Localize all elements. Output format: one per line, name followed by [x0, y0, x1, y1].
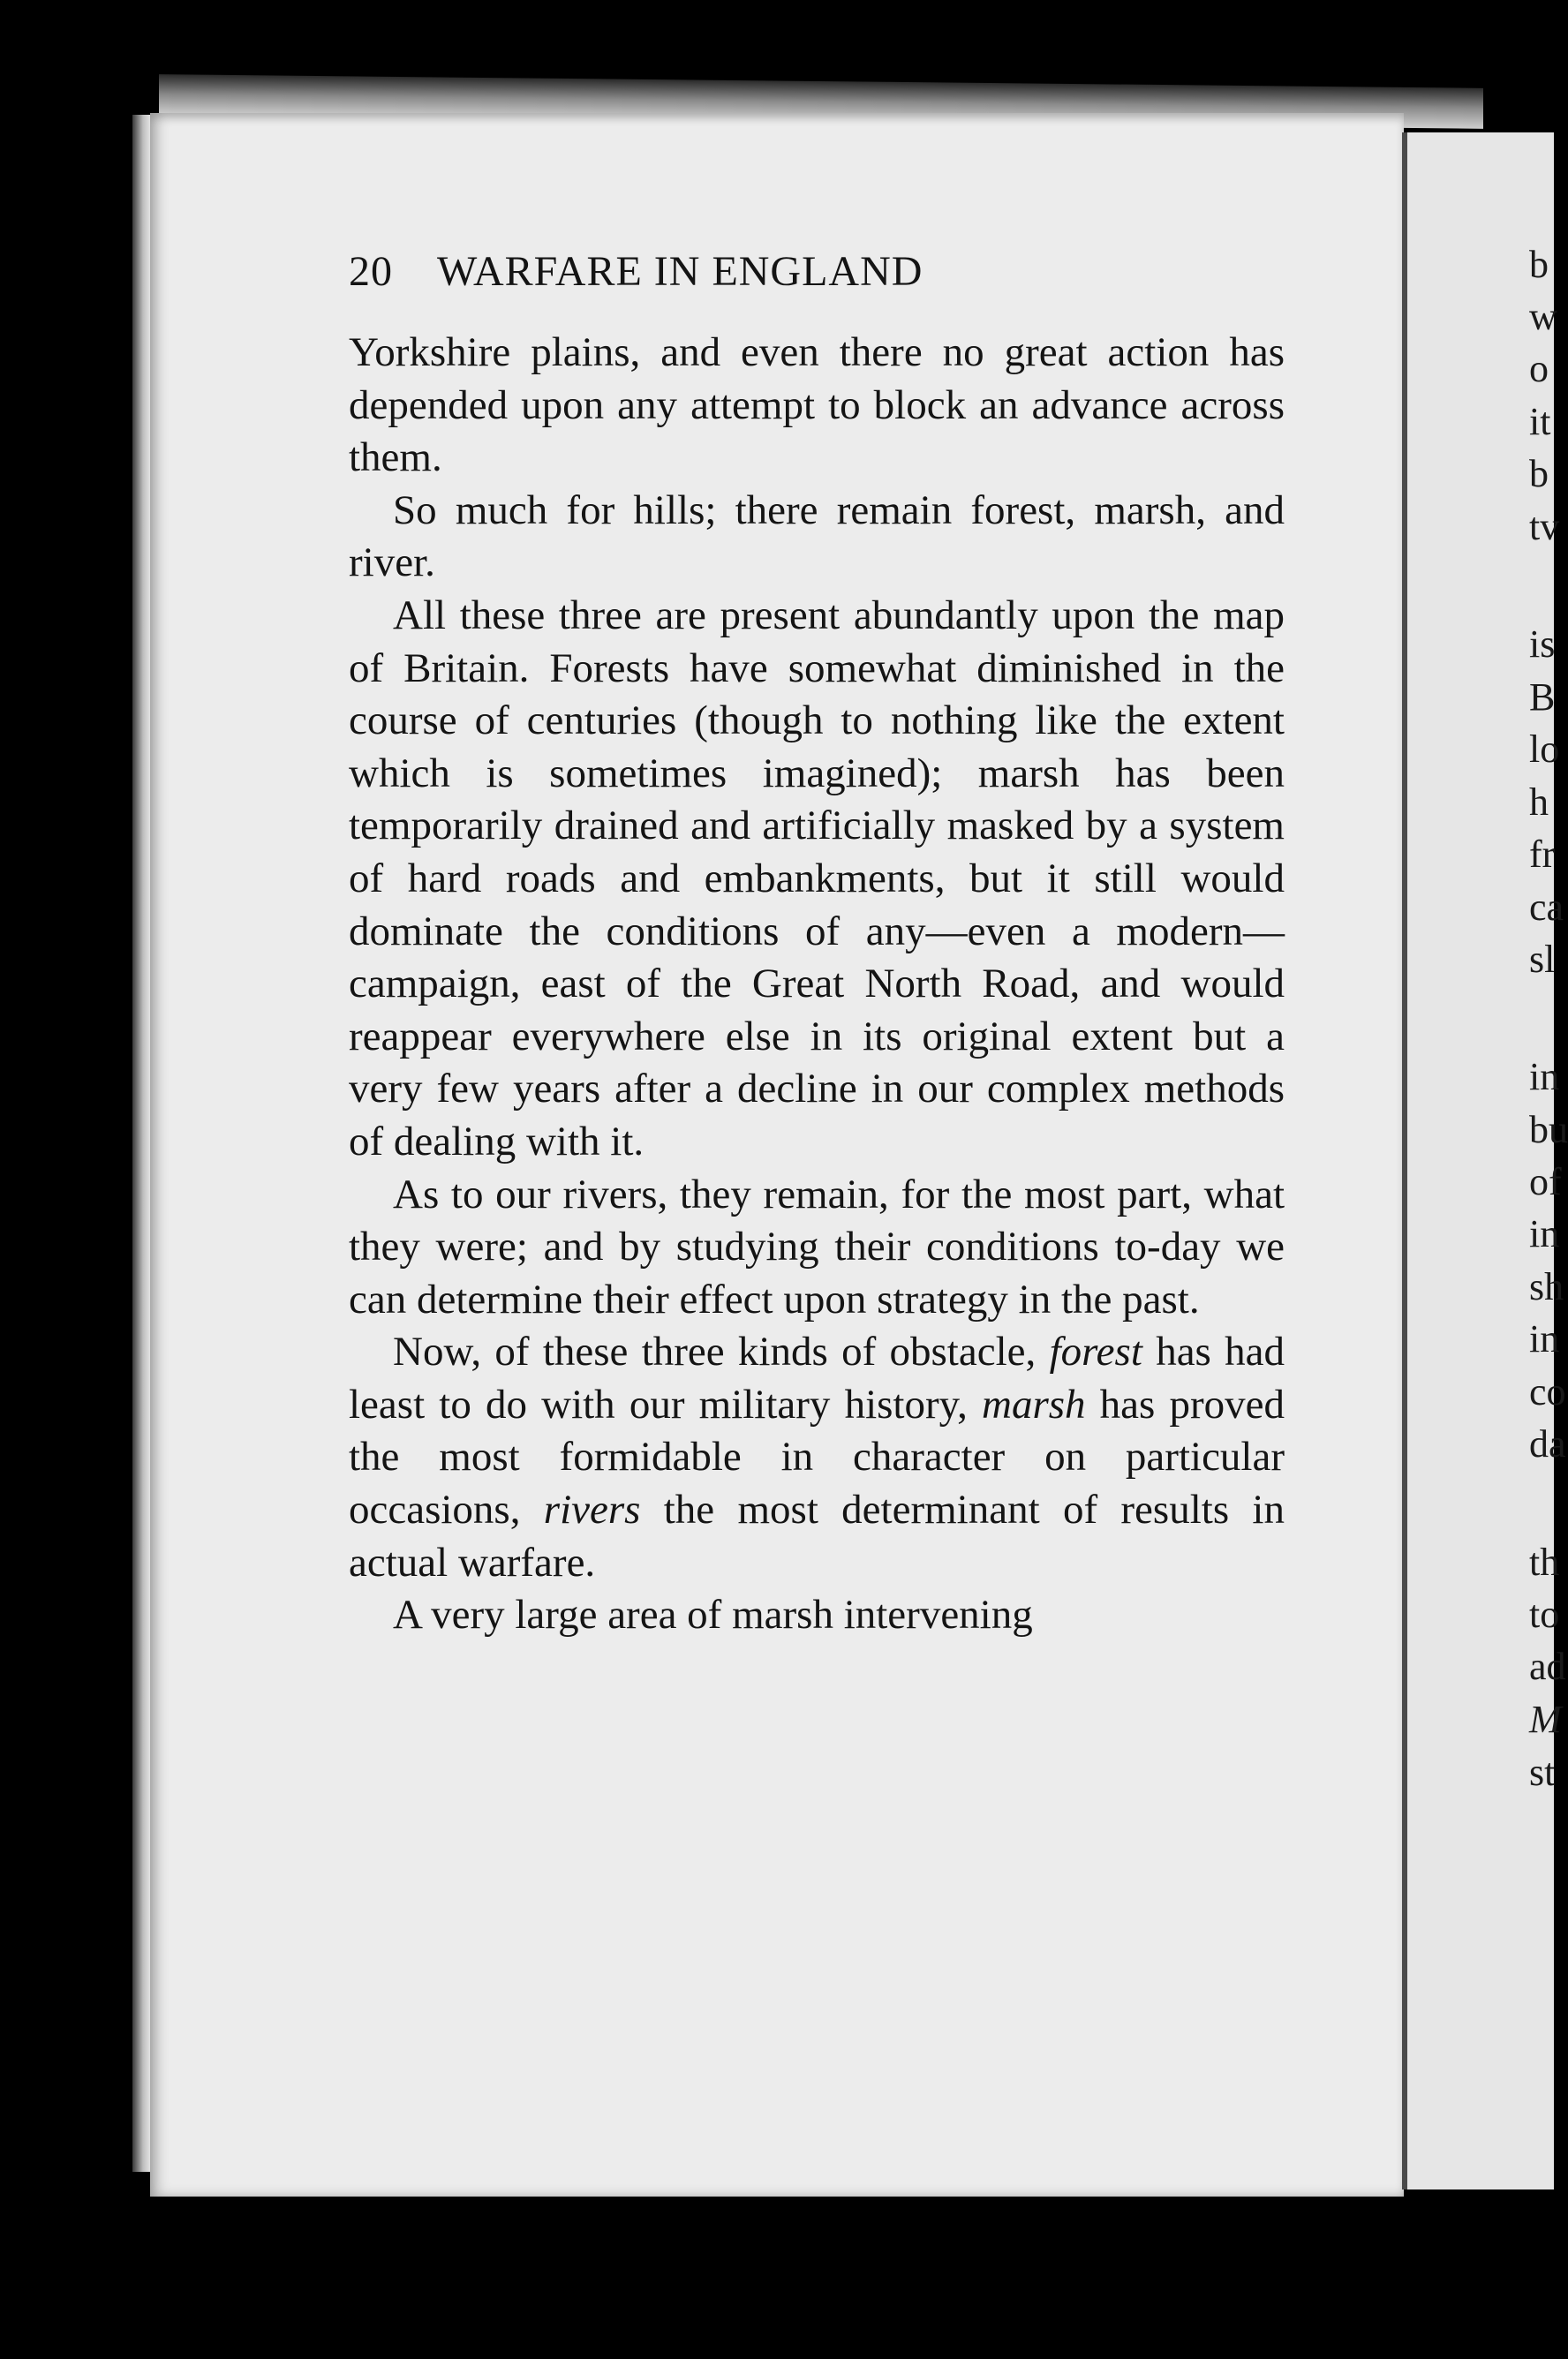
paragraph-with-emphasis — [349, 1326, 1285, 1589]
facing-page-text-fragment: o — [1529, 347, 1549, 390]
running-title: WARFARE IN ENGLAND — [437, 248, 923, 295]
paragraph: Yorkshire plains, and even there no great action has depended upon any attempt to block an advance across them. — [349, 329, 1285, 481]
facing-page-text-fragment: h — [1529, 780, 1549, 824]
facing-page-text-fragment: sh — [1529, 1265, 1564, 1308]
paragraph: As to our rivers, they remain, for the most part, what they were; and by studying their conditions to-day we can determine their effect upon strategy in the past. — [349, 1171, 1285, 1323]
page-header — [349, 247, 923, 296]
emphasis-marsh: marsh — [982, 1381, 1086, 1428]
facing-page-text-fragment: ca — [1529, 886, 1564, 929]
paragraph: All these three are present abundantly upon the map of Britain. Forests have somewhat diminished in the course of centuries (though to nothing like the extent which is sometimes imagined); marsh has been temporarily drained and artificially masked by a system of hard roads and embankments, but it still would dominate the conditions of any—even a modern—campaign, east of the Great North Road, and would reappear everywhere else in its original extent but a very few years after a decline in our complex methods of dealing with it. — [349, 592, 1285, 1164]
facing-page-text-fragment: to — [1529, 1593, 1560, 1636]
facing-page-text-fragment: of — [1529, 1160, 1562, 1203]
facing-page-text-fragment: th — [1529, 1541, 1560, 1584]
facing-page-text-fragment: in — [1529, 1055, 1560, 1098]
emphasis-rivers: rivers — [543, 1487, 641, 1534]
facing-page-text-fragment: in — [1529, 1212, 1560, 1255]
facing-page-text-fragment: it — [1529, 400, 1551, 443]
text-run: Now, of these three kinds of obstacle, — [393, 1329, 1050, 1375]
paragraph: A very large area of marsh intervening — [393, 1592, 1033, 1639]
facing-page-text-fragment: in — [1529, 1317, 1560, 1360]
page-number: 20 — [349, 248, 393, 295]
facing-page-text-fragment: tv — [1529, 505, 1560, 548]
facing-page-text-fragment: lo — [1529, 727, 1560, 771]
facing-page-text-fragment: bu — [1529, 1108, 1568, 1151]
facing-page-text-fragment: da — [1529, 1422, 1566, 1466]
text-run: the most determinant of results in actual warfare. — [349, 1487, 1285, 1586]
text-run: has had least to do with our military history, — [349, 1329, 1285, 1428]
facing-page-text-fragment: st — [1529, 1751, 1556, 1794]
facing-page-text-fragment: b — [1529, 452, 1549, 495]
facing-page-text-fragment: is — [1529, 622, 1556, 666]
facing-page-text-fragment: b — [1529, 243, 1549, 286]
facing-page-text-fragment: M — [1529, 1698, 1562, 1741]
facing-page-text-fragment: fr — [1529, 833, 1556, 876]
paragraph: So much for hills; there remain forest, marsh, and river. — [349, 486, 1285, 586]
facing-page-text-fragment: sl — [1529, 938, 1556, 981]
facing-page-edge — [1407, 132, 1568, 2189]
facing-page-text-fragment: co — [1529, 1370, 1566, 1413]
emphasis-forest: forest — [1049, 1329, 1142, 1375]
facing-page-text-fragment: w — [1529, 295, 1557, 338]
page-body — [349, 327, 1285, 1642]
facing-page-text-fragment: ad — [1529, 1645, 1566, 1688]
text-run: has proved the most formidable in character on particular occasions, — [349, 1381, 1285, 1534]
facing-page-text-fragment: B — [1529, 675, 1556, 719]
